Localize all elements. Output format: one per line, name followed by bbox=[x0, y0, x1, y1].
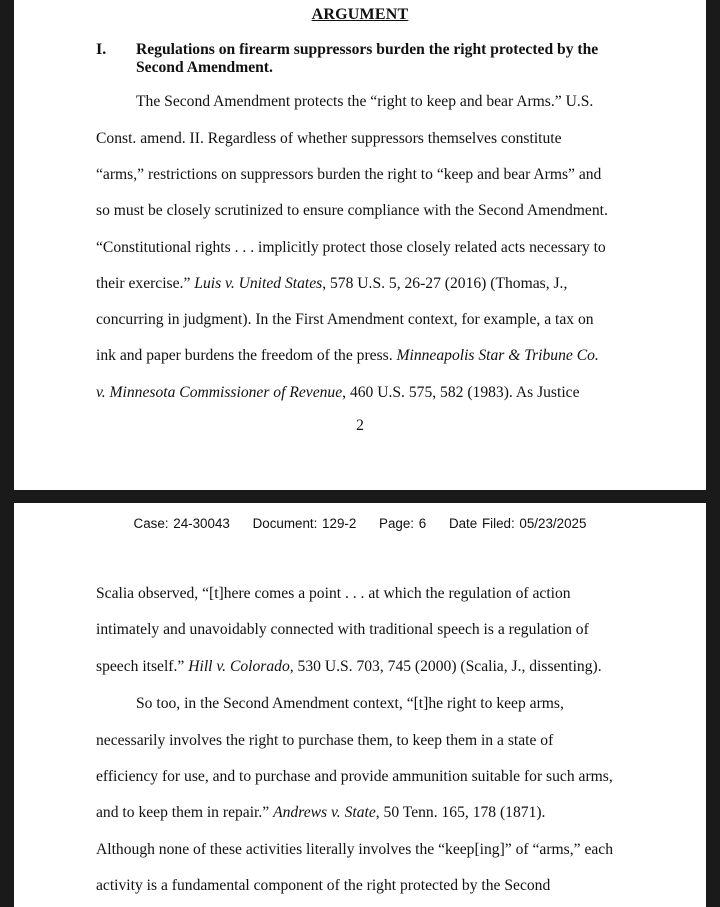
page-number: 2 bbox=[356, 417, 364, 434]
body-line-11: intimately and unavoidably connected with traditional speech is a regulation of bbox=[96, 621, 589, 638]
text-segment: 530 U.S. 703, 745 (2000) (Scalia, J., dissenting). bbox=[293, 658, 602, 675]
body-line-13: So too, in the Second Amendment context, “[t]he right to keep arms, bbox=[136, 695, 564, 712]
document-page-bottom bbox=[14, 503, 706, 907]
body-line-16 bbox=[96, 803, 545, 823]
body-line-12 bbox=[96, 657, 602, 677]
body-line-18: activity is a fundamental component of the right protected by the Second bbox=[96, 877, 551, 894]
page-indicator: Page: 6 bbox=[379, 516, 427, 531]
case-number: Case: 24-30043 bbox=[133, 516, 230, 531]
case-citation: Andrews v. State bbox=[273, 804, 376, 821]
text-segment: , 578 U.S. 5, 26-27 (2016) (Thomas, J., bbox=[322, 275, 568, 292]
body-line-14: necessarily involves the right to purchase them, to keep them in a state of bbox=[96, 732, 554, 749]
body-line-10: Scalia observed, “[t]here comes a point . . . at which the regulation of action bbox=[96, 585, 571, 602]
text-segment: and to keep them in repair.” bbox=[96, 804, 274, 821]
body-line-5: “Constitutional rights . . . implicitly protect those closely related acts necessary to bbox=[96, 239, 606, 256]
body-line-8 bbox=[96, 346, 599, 366]
argument-heading: ARGUMENT bbox=[311, 6, 409, 23]
document-number: Document: 129-2 bbox=[252, 516, 357, 531]
filing-header bbox=[14, 516, 706, 531]
text-segment: their exercise.” bbox=[96, 275, 195, 292]
section-number: I. bbox=[96, 41, 107, 58]
body-line-1: The Second Amendment protects the “right to keep and bear Arms.” U.S. bbox=[136, 93, 594, 110]
body-line-2: Const. amend. II. Regardless of whether suppressors themselves constitute bbox=[96, 130, 562, 147]
text-segment: , 460 U.S. 575, 582 (1983). As Justice bbox=[342, 384, 580, 401]
body-line-6 bbox=[96, 274, 567, 294]
date-filed: Date Filed: 05/23/2025 bbox=[448, 516, 587, 531]
document-page-top bbox=[14, 0, 706, 490]
body-line-3: “arms,” restrictions on suppressors burden the right to “keep and bear Arms” and bbox=[96, 166, 602, 183]
body-line-4: so must be closely scrutinized to ensure compliance with the Second Amendment. bbox=[96, 202, 608, 219]
section-title: Regulations on firearm suppressors burden the right protected by the Second Amendment. bbox=[136, 41, 599, 76]
body-line-17: Although none of these activities literally involves the “keep[ing]” of “arms,” each bbox=[96, 841, 614, 858]
body-line-9 bbox=[96, 383, 580, 403]
case-citation: v. Minnesota Commissioner of Revenue bbox=[96, 384, 343, 401]
text-segment: speech itself.” bbox=[96, 658, 189, 675]
text-segment: ink and paper burdens the freedom of the press. bbox=[96, 347, 397, 364]
case-citation: Minneapolis Star & Tribune Co. bbox=[396, 347, 599, 364]
case-citation: Luis v. United States bbox=[194, 275, 323, 292]
text-segment: , 50 Tenn. 165, 178 (1871). bbox=[375, 804, 546, 821]
body-line-7: concurring in judgment). In the First Amendment context, for example, a tax on bbox=[96, 311, 594, 328]
case-citation: Hill v. Colorado, bbox=[188, 658, 294, 675]
body-line-15: efficiency for use, and to purchase and provide ammunition suitable for such arms, bbox=[96, 768, 613, 785]
